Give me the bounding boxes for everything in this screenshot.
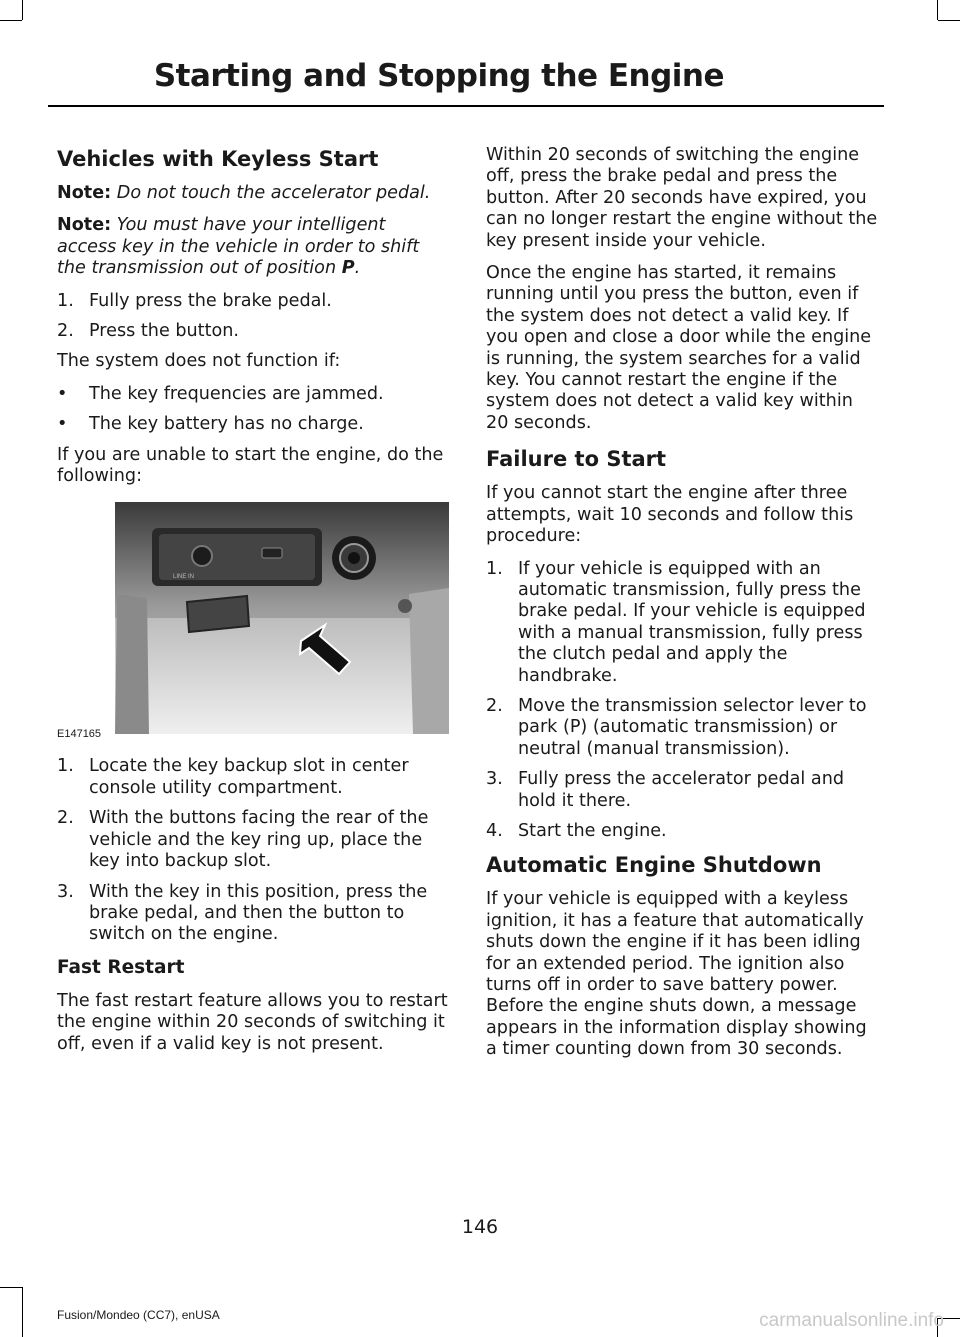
list-item-text: Locate the key backup slot in center console utility compartment. bbox=[89, 756, 409, 798]
list-item bbox=[57, 291, 449, 312]
figure-id: E147165 bbox=[57, 728, 102, 741]
list-marker: 2. bbox=[57, 808, 74, 829]
crop-mark bbox=[938, 20, 960, 21]
port-label: LINE IN bbox=[173, 574, 195, 581]
section-heading-failure-to-start: Failure to Start bbox=[486, 447, 667, 472]
crop-mark bbox=[22, 0, 23, 20]
paragraph-within-20-seconds: Within 20 seconds of switching the engine off, press the brake pedal and press the button. After 20 seconds have expired, you can no longer restart the engine without the key present inside your vehicle. bbox=[486, 145, 878, 251]
list-marker: 2. bbox=[486, 695, 503, 716]
note-text: Do not touch the accelerator pedal. bbox=[116, 183, 431, 203]
list-marker: 1. bbox=[486, 558, 503, 579]
list-item-text: If your vehicle is equipped with an automatic transmission, fully press the brake pedal. If your vehicle is equipped with a manual transmission, fully press the clutch pedal and apply the handbrake. bbox=[518, 558, 866, 686]
left-column bbox=[57, 145, 449, 1066]
note-accelerator bbox=[57, 183, 449, 204]
list-marker: 4. bbox=[486, 820, 503, 841]
list-marker: 3. bbox=[57, 881, 74, 902]
section-heading-keyless-start: Vehicles with Keyless Start bbox=[57, 147, 379, 171]
list-item-text: Fully press the accelerator pedal and hold it there. bbox=[518, 769, 845, 811]
crop-mark bbox=[937, 0, 938, 20]
list-item bbox=[57, 882, 449, 946]
list-item-text: With the key in this position, press the brake pedal, and then the button to switch on the engine. bbox=[89, 881, 428, 945]
note-text: You must have your intelligent access key in the vehicle in order to shift the transmission out of position bbox=[57, 215, 420, 279]
bullet-text: The key frequencies are jammed. bbox=[89, 383, 384, 404]
console-figure bbox=[57, 498, 449, 742]
list-item bbox=[486, 559, 879, 687]
crop-mark bbox=[0, 20, 22, 21]
footer-model: Fusion/Mondeo (CC7), enUSA bbox=[57, 1308, 220, 1322]
note-text-end: . bbox=[354, 258, 361, 279]
bullet-marker: • bbox=[57, 383, 68, 404]
list-marker: 3. bbox=[486, 769, 503, 790]
list-item bbox=[57, 808, 449, 872]
list-item-text: With the buttons facing the rear of the vehicle and the key ring up, place the key into backup slot. bbox=[89, 808, 429, 872]
list-item bbox=[486, 696, 879, 760]
list-marker: 1. bbox=[57, 290, 74, 311]
subheading-fast-restart: Fast Restart bbox=[57, 956, 185, 978]
paragraph-unable-to-start: If you are unable to start the engine, do the following: bbox=[57, 444, 444, 487]
list-item-text: Start the engine. bbox=[518, 820, 667, 841]
paragraph-not-function: The system does not function if: bbox=[57, 351, 341, 372]
bullet-text: The key battery has no charge. bbox=[89, 414, 364, 435]
list-marker: 2. bbox=[57, 321, 74, 342]
note-intelligent-key bbox=[57, 215, 449, 279]
page-number: 146 bbox=[461, 1216, 499, 1238]
list-item-text: Fully press the brake pedal. bbox=[89, 290, 332, 311]
list-marker: 1. bbox=[57, 756, 74, 777]
watermark-logo: carmanualsonline.info bbox=[759, 1310, 944, 1331]
list-item-text: Move the transmission selector lever to park (P) (automatic transmission) or neutral (manual transmission). bbox=[518, 695, 867, 759]
list-item bbox=[486, 821, 879, 842]
paragraph-fast-restart: The fast restart feature allows you to restart the engine within 20 seconds of switching it off, even if a valid key is not present. bbox=[57, 990, 448, 1054]
list-item bbox=[486, 769, 879, 812]
list-item-text: Press the button. bbox=[89, 321, 239, 342]
note-strong-p: P bbox=[341, 258, 355, 279]
list-item bbox=[57, 321, 449, 342]
bullet-marker: • bbox=[57, 414, 68, 435]
note-label: Note: bbox=[57, 215, 112, 236]
right-column bbox=[486, 145, 879, 1072]
paragraph-engine-started: Once the engine has started, it remains running until you press the button, even if the system does not detect a valid key. If you open and close a door while the engine is running, the system searches for a valid key. You cannot restart the engine if the system does not detect a valid key within 20 seconds. bbox=[486, 263, 872, 433]
paragraph-failure-intro: If you cannot start the engine after three attempts, wait 10 seconds and follow this procedure: bbox=[486, 483, 854, 547]
section-heading-automatic-shutdown: Automatic Engine Shutdown bbox=[486, 853, 822, 878]
crop-mark bbox=[0, 1287, 22, 1288]
bullet-item bbox=[57, 414, 449, 435]
crop-mark bbox=[22, 1287, 23, 1337]
console-illustration bbox=[57, 498, 449, 742]
header-rule bbox=[48, 105, 884, 107]
note-label: Note: bbox=[57, 183, 112, 203]
bullet-item bbox=[57, 384, 449, 405]
list-item bbox=[57, 756, 449, 799]
page-title: Starting and Stopping the Engine bbox=[153, 58, 724, 94]
paragraph-automatic-shutdown: If your vehicle is equipped with a keyless ignition, it has a feature that automatically shuts down the engine if it has been idling for an extended period. The ignition also turns off in order to save battery power. Before the engine shuts down, a message appears in the information display showing a timer counting down from 30 seconds. bbox=[486, 889, 867, 1060]
